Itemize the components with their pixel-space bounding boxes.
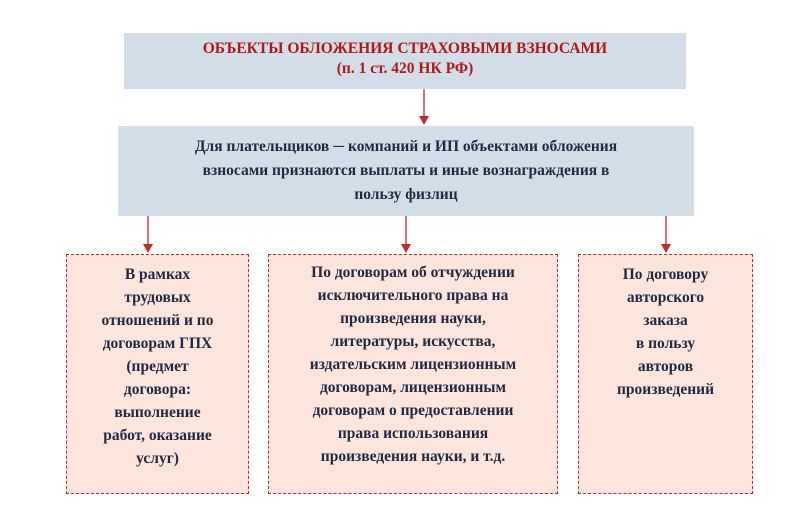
arrowhead-4: [661, 244, 671, 253]
arrowhead-1: [419, 116, 429, 125]
box3-line-4: в пользу: [635, 335, 696, 352]
box1-line-5: (предмет: [126, 358, 189, 375]
box1-line-4: договорам ГПХ: [102, 335, 213, 352]
title-box: [124, 33, 686, 89]
author-order-box: [578, 254, 753, 494]
main-line-1: Для плательщиков ─ компаний и ИП объектами обложения: [194, 138, 618, 155]
box1-line-3: отношений и по: [101, 312, 214, 329]
box1-line-6: договора:: [123, 381, 192, 398]
arrowhead-3: [401, 244, 411, 253]
box3-line-1: По договору: [622, 266, 709, 283]
exclusive-rights-box: [268, 254, 558, 494]
box3-line-5: авторов: [637, 358, 694, 375]
labor-contracts-box: [66, 254, 249, 494]
box1-line-2: трудовых: [124, 289, 191, 306]
title-line-2: (п. 1 ст. 420 НК РФ): [336, 60, 474, 77]
main-line-2: взносами признаются выплаты и иные вознаграждения в: [202, 162, 610, 179]
box2-line-4: литературы, искусства,: [330, 333, 496, 350]
box3-line-3: заказа: [643, 312, 688, 329]
box2-line-2: исключительного права на: [317, 287, 509, 304]
main-line-3: пользу физлиц: [354, 186, 458, 203]
box2-line-7: договорам о предоставлении: [312, 402, 514, 419]
box1-line-1: В рамках: [124, 266, 191, 283]
box1-line-9: услуг): [136, 450, 179, 467]
box2-line-9: произведения науки, и т.д.: [320, 448, 506, 465]
box1-line-7: выполнение: [114, 404, 201, 421]
box2-line-3: произведения науки,: [340, 310, 486, 327]
box2-line-1: По договорам об отчуждении: [311, 264, 515, 281]
box3-line-2: авторского: [626, 289, 705, 306]
box2-line-8: права использования: [337, 425, 489, 442]
box3-line-6: произведений: [616, 381, 715, 398]
title-line-1: ОБЪЕКТЫ ОБЛОЖЕНИЯ СТРАХОВЫМИ ВЗНОСАМИ: [202, 40, 608, 57]
box2-line-6: договорам, лицензионным: [319, 379, 507, 396]
arrowhead-2: [143, 244, 153, 253]
box1-line-8: работ, оказание: [103, 427, 212, 444]
main-box: [118, 126, 694, 216]
box2-line-5: издательским лицензионным: [309, 356, 517, 373]
